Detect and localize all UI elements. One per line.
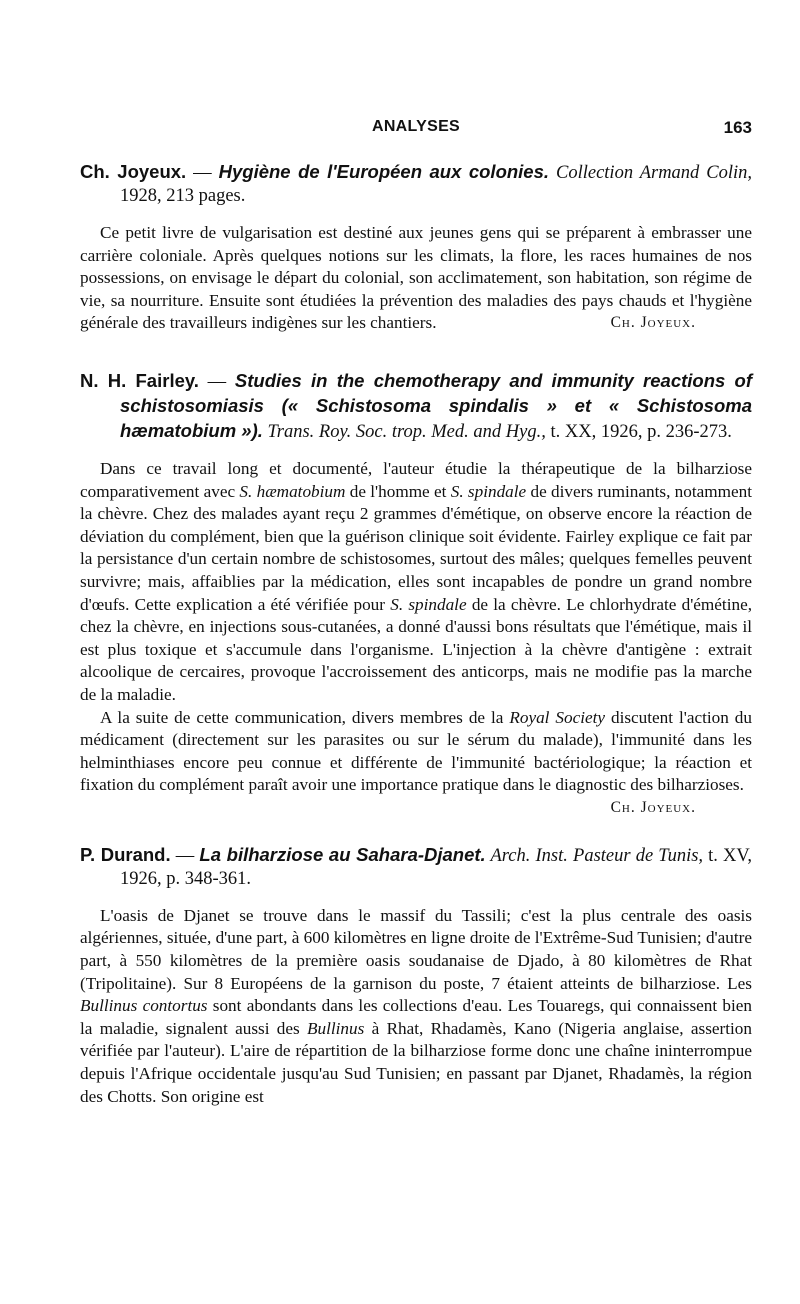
work-title: La bilharziose au Sahara-Djanet.	[199, 843, 486, 865]
review-body	[80, 222, 752, 335]
dash: —	[170, 845, 200, 866]
work-title: Studies in the chemotherapy and immunity reactions of schistosomiasis	[120, 369, 753, 416]
paragraph-text: Ce petit livre de vulgarisation est destiné aux jeunes gens qui se préparent à embrasser une carrière coloniale. Après quelques notions sur les climats, la flore, les races humaines de nos possessions, on envisage le départ du colonial, son acclimatement, son habitation, son régime de vie, sa nourriture. Ensuite sont étudiées la prévention des maladies des pays chauds et l'hygiène générale des travailleurs indigènes sur les chantiers.	[80, 223, 752, 333]
entry-separator	[80, 335, 752, 357]
work-title-punct: » et «	[528, 394, 637, 416]
publication-details: t. XV, 1926, p. 348-361.	[120, 845, 753, 889]
reviewer-signature: Ch. Joyeux.	[610, 314, 696, 332]
text: A la suite de cette communication, divers membres de la	[100, 707, 510, 727]
text: à Rhat, Rhadamès, Kano (Nigeria anglaise, assertion vérifiée par l'auteur). L'aire de répartition de la bilharziose forme donc une chaîne ininterrompue depuis l'Afrique occidentale jusqu'au Sud Tunisien; en passant par Djanet, Rhadamès, la région des Chotts. Son origine est	[80, 1018, 752, 1106]
paragraph	[80, 458, 752, 707]
publication: Collection Armand Colin,	[549, 163, 753, 183]
citation	[80, 843, 752, 891]
dash: —	[198, 371, 235, 392]
text: sont abondants dans les collections d'eau. Les Touaregs, qui connaissent bien la maladie, signalent aussi des	[80, 996, 752, 1038]
author: P. Durand.	[80, 843, 171, 865]
paragraph	[80, 905, 752, 1108]
paragraph	[80, 707, 752, 797]
publication: Arch. Inst. Pasteur de Tunis,	[485, 845, 704, 866]
text: discutent l'action du médicament (directement sur les parasites ou sur le sérum du malade), l'immunité dans les helminthiases encore peu connue et différente de l'immunité bactériologique; la réaction et fixation du complément paraît avoir une importance pratique dans le diagnostic des bilharzioses.	[80, 707, 752, 795]
text: L'oasis de Djanet se trouve dans le massif du Tassili; c'est la plus centrale des oasis algériennes, située, d'une part, à 600 kilomètres en ligne droite de l'Extrême-Sud Tunisien; d'autre part, à 550 kilomètres de la première oasis soudanaise de Djado, à 80 kilomètres de Rhat (Tripolitaine). Sur 8 Européens de la garnison du poste, 7 étaient atteints de bilharziose. Les	[80, 905, 752, 993]
publication: Trans. Roy. Soc. trop. Med. and Hyg.,	[262, 421, 546, 442]
document-page	[80, 118, 752, 1108]
citation	[80, 160, 752, 208]
review-entry-fairley	[80, 369, 752, 819]
text: de l'homme et	[345, 481, 451, 501]
work-title-punct: («	[263, 394, 316, 416]
review-body	[80, 458, 752, 819]
society-name: Royal Society	[509, 707, 606, 727]
species-name: Bullinus	[307, 1018, 365, 1038]
dash: —	[186, 163, 219, 183]
publication-details: 1928, 213 pages.	[120, 186, 246, 206]
text: de la chèvre. Le chlorhydrate d'émétine, chez la chèvre, en injections sous-cutanées, a donné d'aussi bons résultats que l'émétique, mais il est plus toxique et s'accumule dans l'organisme. L'injection à la chèvre d'antigène : extrait alcoolique de cercaires, provoque l'accroissement des anticorps, mais ne modifie pas la marche de la maladie.	[80, 594, 752, 704]
entry-separator	[80, 819, 752, 831]
review-body	[80, 905, 752, 1108]
work-title-punct: »).	[236, 419, 263, 441]
author: N. H. Fairley.	[80, 369, 199, 391]
species-name: S. hæmatobium	[239, 481, 346, 501]
work-title: Hygiène de l'Européen aux colonies.	[218, 161, 550, 182]
author: Ch. Joyeux.	[80, 161, 187, 182]
page-header	[80, 118, 752, 148]
paragraph	[80, 222, 752, 335]
review-entry-joyeux	[80, 160, 752, 335]
publication-details: t. XX, 1926, p. 236-273.	[545, 421, 732, 442]
work-title-species: Schistosoma hæmatobium	[120, 394, 752, 441]
page-number: 163	[723, 118, 752, 137]
species-name: S. spindale	[390, 594, 467, 614]
text: Dans ce travail long et documenté, l'auteur étudie la thérapeutique de la bilharziose comparativement avec	[80, 458, 752, 501]
reviewer-signature: Ch. Joyeux.	[610, 798, 696, 816]
running-title: ANALYSES	[371, 118, 461, 135]
text: de divers ruminants, notamment la chèvre. Chez des malades ayant reçu 2 grammes d'émétique, on observe encore la réaction de déviation du complément, bien que la guérison clinique soit évidente. Fairley explique ce fait par la persistance d'un certain nombre de schistosomes, surtout des mâles; quelques femelles peuvent survivre; mais, affaiblies par la médication, elles sont incapables de pondre un grand nombre d'œufs. Cette explication a été vérifiée pour	[80, 481, 752, 614]
work-title-species: Schistosoma spindalis	[315, 394, 529, 416]
review-entry-durand	[80, 843, 752, 1108]
species-name: Bullinus contortus	[80, 996, 208, 1016]
citation	[80, 369, 752, 444]
species-name: S. spindale	[450, 481, 527, 501]
